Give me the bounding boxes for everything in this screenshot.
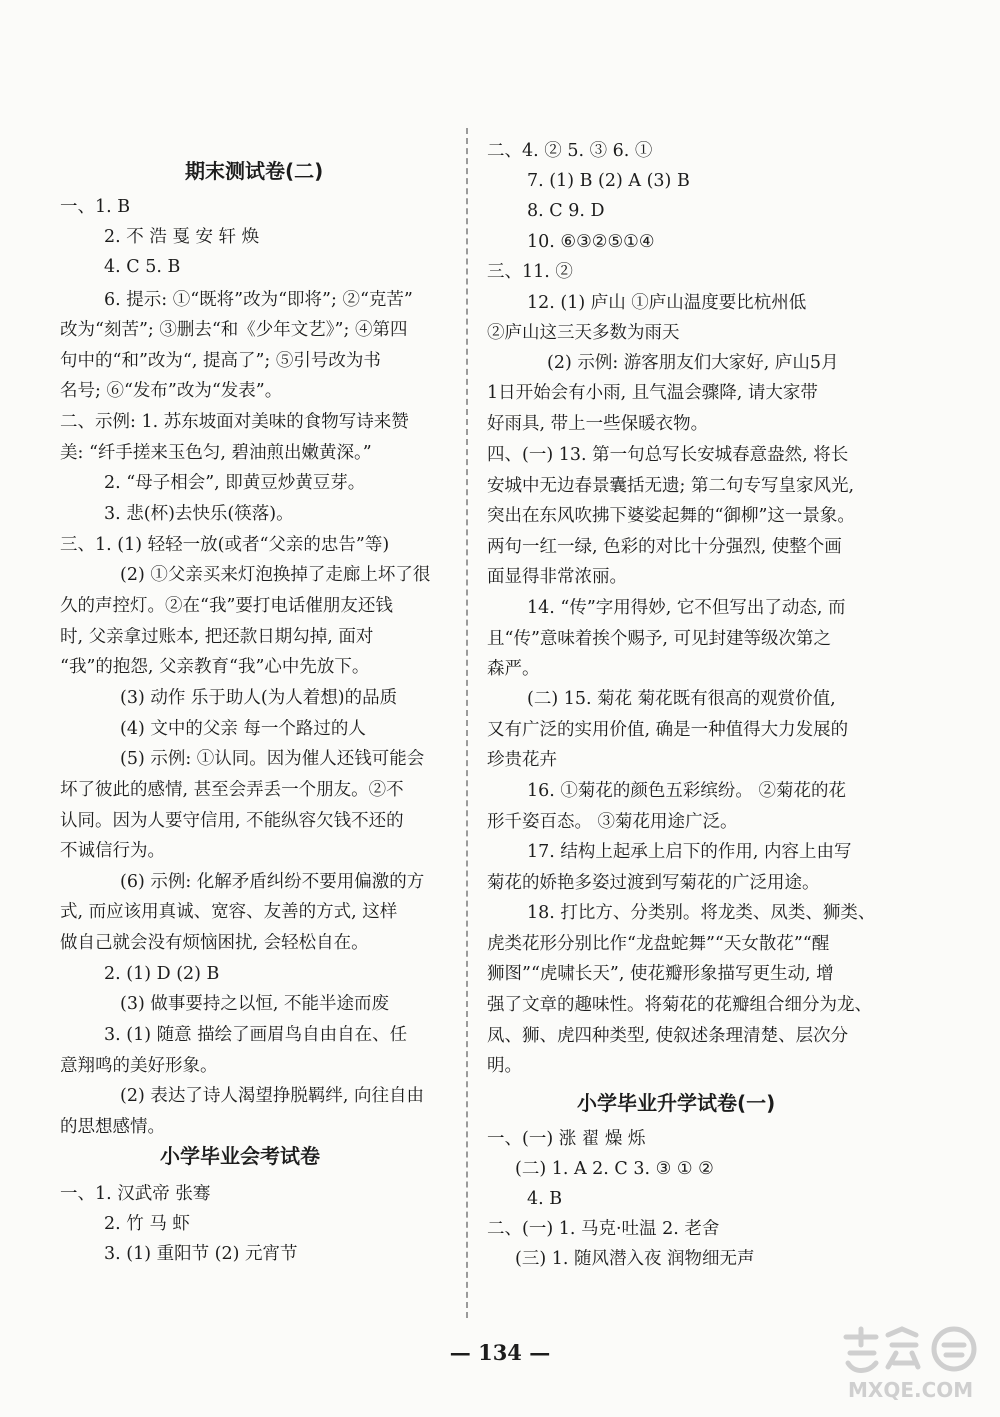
- answer-line: 虎类花形分别比作“龙盘蛇舞”“天女散花”“醒: [487, 934, 830, 954]
- page-number: — 134 —: [449, 1340, 551, 1365]
- answer-line: 又有广泛的实用价值, 确是一种值得大力发展的: [487, 720, 849, 740]
- answer-line: 三、1. (1) 轻轻一放(或者“父亲的忠告”等): [60, 535, 390, 555]
- watermark-glyph-1: [846, 1329, 876, 1371]
- answer-line: 美: “纤手搓来玉色匀, 碧油煎出嫩黄深。”: [60, 443, 372, 463]
- answer-line: 强了文章的趣味性。将菊花的花瓣组合细分为龙、: [487, 995, 872, 1015]
- answer-line: 三、11. ②: [487, 262, 573, 282]
- answer-line: 名号; ⑥“发布”改为“发表”。: [60, 381, 283, 401]
- answer-line: 1日开始会有小雨, 且气温会骤降, 请大家带: [487, 383, 818, 403]
- answer-line: (二) 15. 菊花 菊花既有很高的观赏价值,: [527, 689, 836, 709]
- answer-line: 18. 打比方、分类别。将龙类、凤类、狮类、: [527, 903, 876, 923]
- answer-line: 做自己就会没有烦恼困扰, 会轻松自在。: [60, 933, 369, 953]
- answer-line: 一、1. 汉武帝 张骞: [60, 1184, 211, 1204]
- watermark-glyph-3-inner: [944, 1345, 964, 1355]
- answer-line: (2) ①父亲买来灯泡换掉了走廊上坏了很: [120, 565, 431, 585]
- answer-line: 认同。因为人要守信用, 不能纵容欠钱不还的: [60, 811, 404, 831]
- answer-line: 14. “传”字用得妙, 它不但写出了动态, 而: [527, 598, 846, 618]
- answer-line: 狮图”“虎啸长天”, 使花瓣形象描写更生动, 增: [487, 964, 834, 984]
- answer-line: 2. (1) D (2) B: [104, 964, 220, 984]
- answer-line: 时, 父亲拿过账本, 把还款日期勾掉, 面对: [60, 627, 374, 647]
- answer-line: 两句一红一绿, 色彩的对比十分强烈, 使整个画: [487, 537, 842, 557]
- answer-line: (5) 示例: ①认同。因为催人还钱可能会: [120, 749, 425, 769]
- answer-line: 的思想感情。: [60, 1117, 165, 1137]
- answer-line: 一、1. B: [60, 197, 131, 217]
- answer-line: 形千姿百态。 ③菊花用途广泛。: [487, 812, 738, 832]
- answer-line: 12. (1) 庐山 ①庐山温度要比杭州低: [527, 293, 807, 313]
- answer-line: (6) 示例: 化解矛盾纠纷不要用偏激的方: [120, 872, 425, 892]
- answer-line: 3. 悲(杯)去快乐(筷落)。: [104, 504, 294, 524]
- answer-line: 2. 不 浩 戛 安 轩 焕: [104, 227, 260, 247]
- answer-line: “我”的抱怨, 父亲教育“我”心中先放下。: [60, 657, 370, 677]
- answer-line: 7. (1) B (2) A (3) B: [527, 171, 690, 191]
- answer-line: 四、(一) 13. 第一句总写长安城春意盎然, 将长: [487, 445, 849, 465]
- watermark-url: MXQE.COM: [848, 1378, 974, 1402]
- section-title-graduation-exam: 小学毕业会考试卷: [160, 1144, 320, 1168]
- answer-line: (2) 示例: 游客朋友们大家好, 庐山5月: [547, 353, 839, 373]
- answer-line: 改为“刻苦”; ③删去“和《少年文艺》”; ④第四: [60, 320, 408, 340]
- watermark-glyph-2: [888, 1329, 918, 1367]
- answer-line: 久的声控灯。②在“我”要打电话催朋友还钱: [60, 596, 393, 616]
- answer-line: 16. ①菊花的颜色五彩缤纷。 ②菊花的花: [527, 781, 846, 801]
- answer-line: 3. (1) 随意 描绘了画眉鸟自由自在、任: [104, 1025, 408, 1045]
- answer-line: 8. C 9. D: [527, 201, 605, 221]
- answer-line: (4) 文中的父亲 每一个路过的人: [120, 719, 366, 739]
- answer-line: 2. “母子相会”, 即黄豆炒黄豆芽。: [104, 473, 366, 493]
- site-watermark-logo: [836, 1323, 988, 1403]
- answer-line: 二、(一) 1. 马克·吐温 2. 老舍: [487, 1219, 720, 1239]
- answer-line: 17. 结构上起承上启下的作用, 内容上由写: [527, 842, 852, 862]
- answer-line: (二) 1. A 2. C 3. ③ ① ②: [515, 1159, 714, 1179]
- answer-line: 不诚信行为。: [60, 841, 165, 861]
- watermark-graphic: [836, 1323, 988, 1403]
- answer-line: (3) 做事要持之以恒, 不能半途而废: [120, 994, 389, 1014]
- answer-line: 明。: [487, 1056, 522, 1076]
- answer-line: 4. B: [527, 1189, 563, 1209]
- answer-line: 森严。: [487, 659, 540, 679]
- answer-line: (3) 动作 乐于助人(为人着想)的品质: [120, 688, 398, 708]
- answer-line: (2) 表达了诗人渴望挣脱羁绊, 向往自由: [120, 1086, 424, 1106]
- answer-line: 10. ⑥③②⑤①④: [527, 232, 655, 252]
- answer-line: 坏了彼此的感情, 甚至会弄丢一个朋友。②不: [60, 780, 404, 800]
- watermark-glyph-3: [934, 1329, 974, 1369]
- section-title-promotion-exam-1: 小学毕业升学试卷(一): [577, 1091, 776, 1115]
- answer-line: 意翔鸣的美好形象。: [60, 1056, 218, 1076]
- answer-line: 3. (1) 重阳节 (2) 元宵节: [104, 1244, 298, 1264]
- answer-line: 凤、狮、虎四种类型, 使叙述条理清楚、层次分: [487, 1026, 849, 1046]
- answer-line: 菊花的娇艳多姿过渡到写菊花的广泛用途。: [487, 873, 820, 893]
- answer-line: 二、4. ② 5. ③ 6. ①: [487, 141, 653, 161]
- answer-line: 句中的“和”改为“, 提高了”; ⑤引号改为书: [60, 351, 381, 371]
- section-title-final-exam-2: 期末测试卷(二): [185, 159, 324, 183]
- answer-line: 珍贵花卉: [487, 750, 557, 770]
- answer-line: 4. C 5. B: [104, 257, 181, 277]
- column-divider: [466, 128, 468, 1318]
- answer-line: 好雨具, 带上一些保暖衣物。: [487, 414, 709, 434]
- answer-line: 一、(一) 涨 翟 燥 烁: [487, 1129, 646, 1149]
- answer-line: 2. 竹 马 虾: [104, 1214, 190, 1234]
- answer-line: 面显得非常浓丽。: [487, 567, 627, 587]
- answer-line: 式, 而应该用真诚、宽容、友善的方式, 这样: [60, 902, 398, 922]
- answer-line: 且“传”意味着挨个赐予, 可见封建等级次第之: [487, 629, 832, 649]
- answer-line: 突出在东风吹拂下婆娑起舞的“御柳”这一景象。: [487, 506, 855, 526]
- answer-line: 安城中无边春景囊括无遗; 第二句专写皇家风光,: [487, 476, 855, 496]
- answer-line: (三) 1. 随风潜入夜 润物细无声: [515, 1249, 755, 1269]
- answer-line: ②庐山这三天多数为雨天: [487, 323, 680, 343]
- answer-line: 6. 提示: ①“既将”改为“即将”; ②“克苦”: [104, 290, 413, 310]
- answer-line: 二、示例: 1. 苏东坡面对美味的食物写诗来赞: [60, 412, 409, 432]
